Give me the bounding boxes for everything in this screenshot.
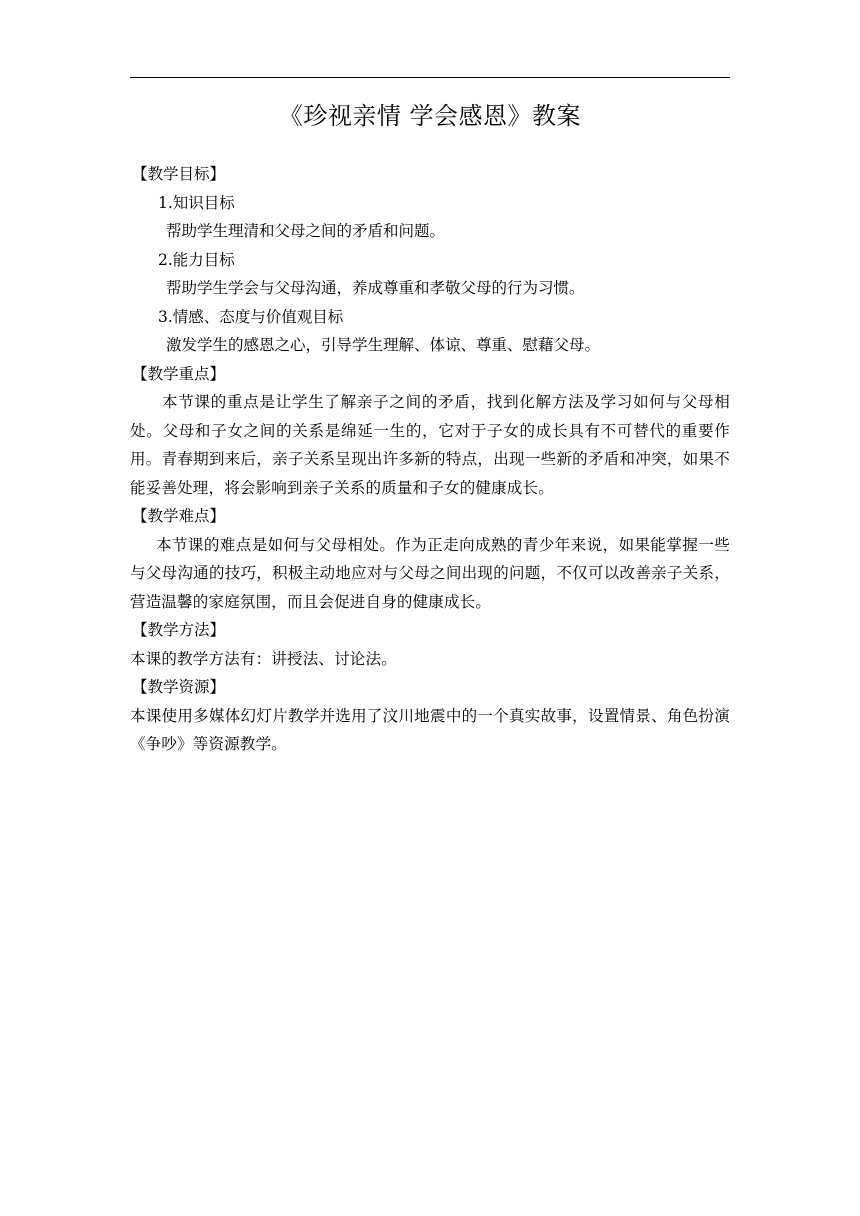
objective-label-emotion: 3.情感、态度与价值观目标 [158, 307, 344, 326]
section-heading-difficulties: 【教学难点】 [132, 507, 226, 525]
objective-label-knowledge: 1.知识目标 [158, 193, 235, 212]
section-heading-objectives: 【教学目标】 [132, 165, 226, 183]
header-rule [130, 77, 730, 78]
document-body [130, 160, 730, 759]
methods-paragraph: 本课的教学方法有：讲授法、讨论法。 [130, 649, 397, 668]
objective-text-ability: 帮助学生学会与父母沟通，养成尊重和孝敬父母的行为习惯。 [166, 279, 585, 297]
key-points-paragraph: 本节课的重点是让学生了解亲子之间的矛盾，找到化解方法及学习如何与父母相处。父母和子女之间的关系是绵延一生的，它对于子女的成长具有不可替代的重要作用。青春期到来后，亲子关系呈现出许多新的特点，出现一些新的矛盾和冲突，如果不能妥善处理，将会影响到亲子关系的质量和子女的健康成长。 [130, 393, 730, 497]
objective-text-emotion: 激发学生的感恩之心，引导学生理解、体谅、尊重、慰藉父母。 [166, 336, 601, 354]
difficulties-paragraph: 本节课的难点是如何与父母相处。作为正走向成熟的青少年来说，如果能掌握一些与父母沟通的技巧，积极主动地应对与父母之间出现的问题，不仅可以改善亲子关系，营造温馨的家庭氛围，而且会促进自身的健康成长。 [130, 535, 730, 611]
section-heading-key-points: 【教学重点】 [132, 364, 226, 383]
resources-paragraph: 本课使用多媒体幻灯片教学并选用了汶川地震中的一个真实故事，设置情景、角色扮演《争吵》等资源教学。 [130, 706, 730, 753]
section-heading-resources: 【教学资源】 [132, 678, 226, 696]
document-title: 《珍视亲情 学会感恩》教案 [278, 102, 582, 130]
section-heading-methods: 【教学方法】 [132, 621, 226, 639]
objective-text-knowledge: 帮助学生理清和父母之间的矛盾和问题。 [166, 222, 446, 240]
objective-label-ability: 2.能力目标 [158, 250, 235, 269]
